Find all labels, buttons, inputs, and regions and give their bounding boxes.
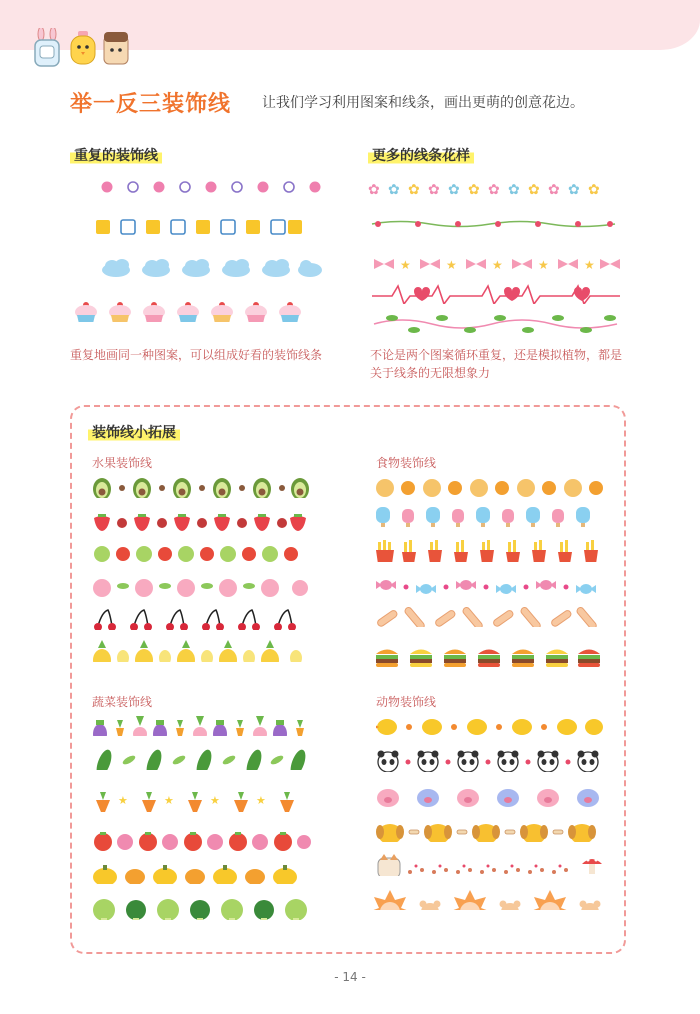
avocado-border-row — [92, 476, 312, 498]
svg-text:★: ★ — [210, 794, 220, 807]
popsicle-border-row — [374, 505, 604, 527]
chick-border-row — [376, 717, 606, 739]
vegetable-subtitle: 蔬菜装饰线 — [92, 695, 153, 709]
leaf-vine-border-row — [372, 312, 622, 334]
svg-text:✿: ✿ — [528, 182, 540, 198]
svg-text:✿: ✿ — [448, 182, 460, 198]
broccoli-border-row — [92, 898, 312, 920]
cloud-border-row — [98, 257, 328, 279]
svg-text:✿: ✿ — [548, 182, 560, 198]
repeat-section-note: 重复地画同一种图案，可以组成好看的装饰线条 — [70, 348, 323, 362]
svg-text:✿: ✿ — [388, 182, 400, 198]
toast-icon — [100, 28, 132, 66]
burger-border-row — [374, 645, 604, 667]
heartbeat-border-row — [372, 282, 622, 304]
fruit-subtitle: 水果装饰线 — [92, 456, 153, 470]
svg-text:★: ★ — [446, 258, 457, 272]
pig-border-row — [376, 787, 606, 809]
page-number: - 14 - — [334, 970, 366, 984]
cupcake-border-row — [72, 300, 312, 322]
bunny-jar-icon — [30, 28, 64, 68]
berry-vine-border-row — [370, 217, 620, 239]
candy-border-row — [374, 575, 604, 597]
svg-text:✿: ✿ — [588, 182, 600, 198]
tomato-border-row — [92, 830, 312, 852]
food-subtitle: 食物装饰线 — [376, 456, 437, 470]
fries-border-row — [374, 540, 604, 562]
animal-subtitle: 动物装饰线 — [376, 695, 437, 709]
svg-text:✿: ✿ — [468, 182, 480, 198]
svg-text:✿: ✿ — [428, 182, 440, 198]
svg-text:✿: ✿ — [368, 182, 380, 198]
cat-paw-border-row — [376, 854, 611, 876]
panda-border-row — [376, 750, 606, 772]
flower-border-row — [368, 180, 618, 202]
dot-border-row — [95, 178, 335, 200]
svg-text:✿: ✿ — [488, 182, 500, 198]
svg-text:★: ★ — [400, 258, 411, 272]
svg-text:✿: ✿ — [568, 182, 580, 198]
svg-text:✿: ✿ — [408, 182, 420, 198]
bow-star-border-row — [372, 255, 622, 277]
svg-text:★: ★ — [538, 258, 549, 272]
repeat-section-heading: 重复的装饰线 — [70, 143, 162, 167]
strawberry-border-row — [92, 512, 312, 534]
svg-text:★: ★ — [256, 794, 266, 807]
square-border-row — [92, 217, 302, 239]
svg-text:★: ★ — [164, 794, 174, 807]
svg-text:★: ★ — [492, 258, 503, 272]
page-title: 举一反三装饰线 — [70, 92, 232, 117]
cherry-border-row — [92, 608, 312, 630]
eggplant-radish-border-row — [90, 714, 310, 736]
peach-border-row — [92, 576, 312, 598]
carrot-border-row — [92, 790, 312, 812]
pumpkin-border-row — [92, 862, 312, 884]
cookie-border-row — [374, 477, 604, 499]
svg-text:★: ★ — [118, 794, 128, 807]
extension-heading: 装饰线小拓展 — [88, 420, 180, 444]
page-subtitle: 让我们学习利用图案和线条，画出更萌的创意花边。 — [262, 95, 584, 111]
svg-text:✿: ✿ — [508, 182, 520, 198]
bread-stick-border-row — [374, 605, 604, 627]
pineapple-border-row — [92, 640, 312, 662]
pea-pod-border-row — [92, 748, 312, 770]
chick-icon — [68, 30, 98, 66]
dog-bone-border-row — [376, 820, 606, 842]
apple-border-row — [92, 543, 312, 565]
more-section-heading: 更多的线条花样 — [368, 143, 474, 167]
more-section-note: 不论是两个图案循环重复，还是模拟植物，都是关于线条的无限想象力 — [370, 348, 623, 380]
svg-text:★: ★ — [584, 258, 595, 272]
lion-bear-border-row — [368, 888, 608, 910]
